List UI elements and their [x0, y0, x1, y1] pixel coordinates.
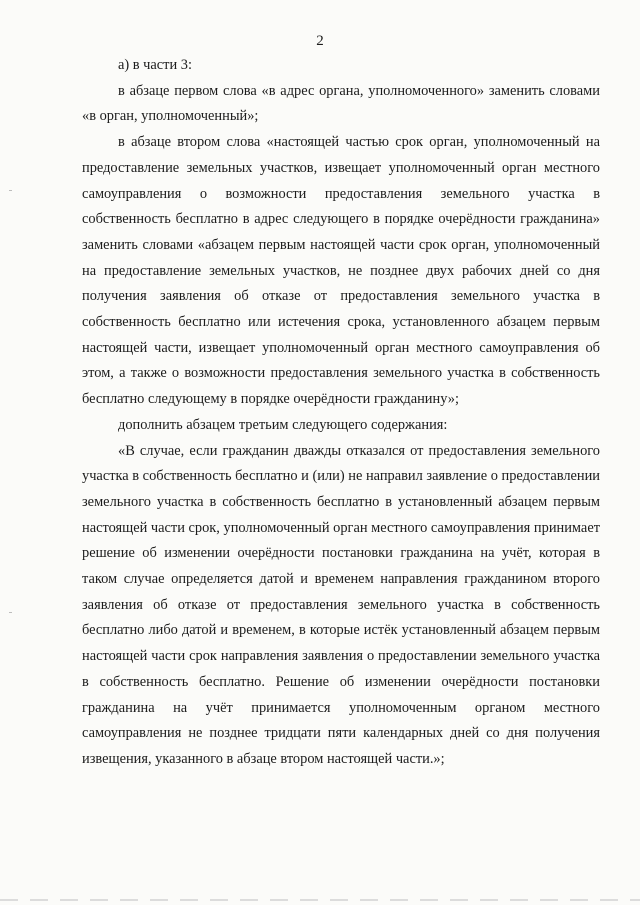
paragraph-add-third: дополнить абзацем третьим следующего содержания: — [118, 416, 448, 433]
paragraph-first-abzac: в абзаце первом слова «в адрес органа, уполномоченного» заменить словами «в орган, уполномоченный»; — [82, 82, 600, 125]
page-number: 2 — [316, 33, 324, 49]
document-body — [82, 53, 600, 773]
scan-edge — [0, 899, 640, 901]
paragraph-part-3: а) в части 3: — [118, 57, 192, 73]
paragraph-quote: «В случае, если гражданин дважды отказался от предоставления земельного участка в собственность бесплатно и (или) не направил заявление о предоставлении земельного участка в собственность бесплатно в установленный абзацем первым настоящей части срок, уполномоченный орган местного самоуправления принимает решение об изменении очерёдности постановки гражданина на учёт, которая в таком случае определяется датой и временем направления гражданином второго заявления об отказе от предоставления земельного участка в собственность бесплатно либо датой и временем, в которые истёк установленный абзацем первым настоящей части срок направления заявления о предоставлении земельного участка в собственность бесплатно. Решение об изменении очерёдности постановки гражданина на учёт принимается уполномоченным органом местного самоуправления не позднее тридцати пяти календарных дней со дня получения извещения, указанного в абзаце втором настоящей части.»; — [82, 442, 600, 767]
scan-mark — [9, 190, 12, 191]
paragraph-second-abzac: в абзаце втором слова «настоящей частью срок орган, уполномоченный на предоставление земельных участков, извещает уполномоченный орган местного самоуправления о возможности предоставления земельного участка в собственность бесплатно в адрес следующего в порядке очерёдности гражданина» заменить словами «абзацем первым настоящей части срок орган, уполномоченный на предоставление земельных участков, не позднее двух рабочих дней со дня получения заявления об отказе от предоставления земельного участка в собственность бесплатно или истечения срока, установленного абзацем первым настоящей части, извещает уполномоченный орган местного самоуправления об этом, а также о возможности предоставления земельного участка в собственность бесплатно следующему в порядке очерёдности гражданину»; — [82, 134, 600, 408]
scan-mark — [9, 612, 12, 613]
